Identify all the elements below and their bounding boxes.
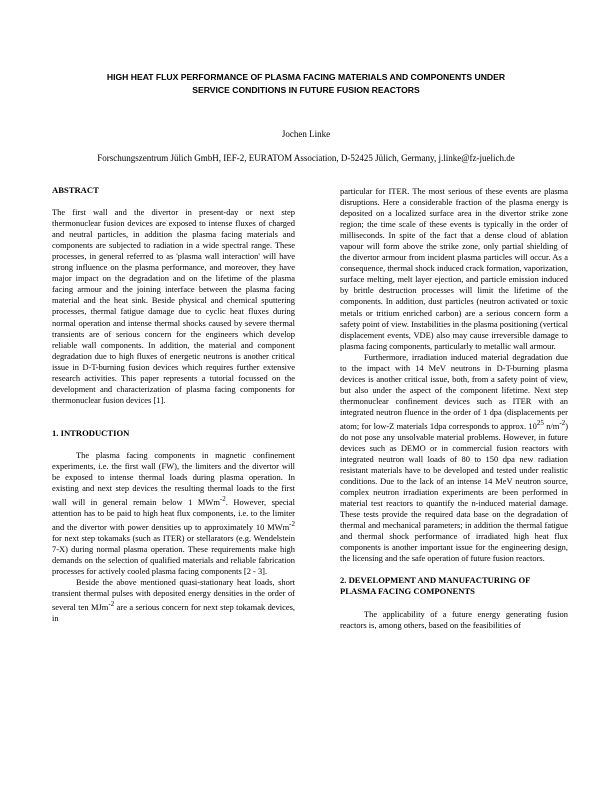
left-column: [52, 185, 295, 624]
author-affiliation: Forschungszentrum Jülich GmbH, IEF-2, EURATOM Association, D-52425 Jülich, Germany, j.linke@fz-juelich.de: [97, 153, 515, 163]
introduction-paragraph-1: The plasma facing components in magnetic confinement experiments, i.e. the first wall (FW), the limiters and the divertor will be exposed to intense thermal loads during plasma operation. In existing and next step devices the resulting thermal loads to the first wall will in general remain below 1 MWm$^{-2}$. However, special attention has to be paid to high heat flux components, i.e. to the limiter and the divertor with power densities up to approximately 10 MWm$^{-2}$ for next step tokamaks (such as ITER) or stellarators (e.g. Wendelstein 7-X) during normal plasma operation. These requirements make high demands on the selection of qualified materials and reliable fabrication processes for actively cooled plasma facing components [2 - 3].: [52, 449, 295, 577]
paper-title: [60, 71, 552, 97]
section-2-heading: 2. DEVELOPMENT AND MANUFACTURING OF PLASMA FACING COMPONENTS: [340, 575, 531, 597]
introduction-heading: 1. INTRODUCTION: [52, 427, 130, 438]
right-column: [340, 186, 568, 631]
abstract-heading: ABSTRACT: [52, 185, 99, 195]
introduction-paragraph-2: Beside the above mentioned quasi-stationary heat loads, short transient thermal pulses with deposited energy densities in the order of several ten MJm$^{-2}$ are a serious concern for next step tokamak devices, in: [52, 577, 295, 624]
right-paragraph-1: particular for ITER. The most serious of these events are plasma disruptions. Here a considerable fraction of the plasma energy is deposited on a localized surface area in the divertor strike zone region; the time scale of these events is typically in the order of milliseconds. In spite of the fact that a dense cloud of ablation vapour will form above the strike zone, only partial shielding of the divertor armour from incident plasma particles will occur. As a consequence, thermal shock induced crack formation, vaporization, surface melting, melt layer ejection, and particle emission induced by brittle destruction processes will limit the lifetime of the components. In addition, dust particles (neutron activated or toxic metals or tritium enriched carbon) are a serious concern form a safety point of view. Instabilities in the plasma positioning (vertical displacement events, VDE) also may cause irreversible damage to plasma facing components, particularly to metallic wall armour.: [340, 186, 568, 351]
title-line-2: SERVICE CONDITIONS IN FUTURE FUSION REACTORS: [192, 85, 420, 95]
section-2-paragraph-1: The applicability of a future energy generating fusion reactors is, among others, based on the feasibilities of: [340, 608, 568, 630]
abstract-text: The first wall and the divertor in present-day or next step thermonuclear fusion devices are exposed to intense fluxes of charged and neutral particles, in addition the plasma facing materials and components are subjected to radiation in a wide spectral range. These processes, in general referred to as 'plasma wall interaction' will have strong influence on the plasma performance, and moreover, they have major impact on the degradation and on the lifetime of the plasma facing armour and the joining interface between the plasma facing material and the heat sink. Beside physical and chemical sputtering processes, thermal fatigue damage due to cyclic heat fluxes during normal operation and intense thermal shocks caused by severe thermal transients are of serious concern for the engineers which develop reliable wall components. In addition, the material and component degradation due to high fluxes of energetic neutrons is another critical issue in D-T-burning fusion devices which requires further extensive research activities. This paper represents a tutorial focussed on the development and characterization of plasma facing components for thermonuclear fusion devices [1].: [52, 207, 295, 405]
right-paragraph-2: Furthermore, irradiation induced material degradation due to the impact with 14 MeV neutrons in D-T-burning plasma devices is another critical issue, both, from a safety point of view, but also under the aspect of the component lifetime. Next step thermonuclear confinement devices such as ITER with an integrated neutron fluence in the order of 1 dpa (displacements per atom; for low-Z materials 1dpa corresponds to approx. $10^{25}$ $n/m^{-2}$) do not pose any unsolvable material problems. However, in future devices such as DEMO or in commercial fusion reactors with integrated neutron wall loads of 80 to 150 dpa new radiation resistant materials have to be developed and tested under realistic conditions. Due to the lack of an intense 14 MeV neutron source, complex neutron irradiation experiments are been performed in material test reactors to quantify the n-induced material damage. These tests provide the required data base on the degradation of thermal and mechanical parameters; in addition the thermal fatigue and thermal shock performance of irradiated high heat flux components is another important issue for the engineering design, the licensing and the safe operation of future fusion reactors.: [340, 351, 568, 564]
author-name: Jochen Linke: [281, 129, 331, 139]
title-line-1: HIGH HEAT FLUX PERFORMANCE OF PLASMA FACING MATERIALS AND COMPONENTS UNDER: [106, 72, 506, 82]
